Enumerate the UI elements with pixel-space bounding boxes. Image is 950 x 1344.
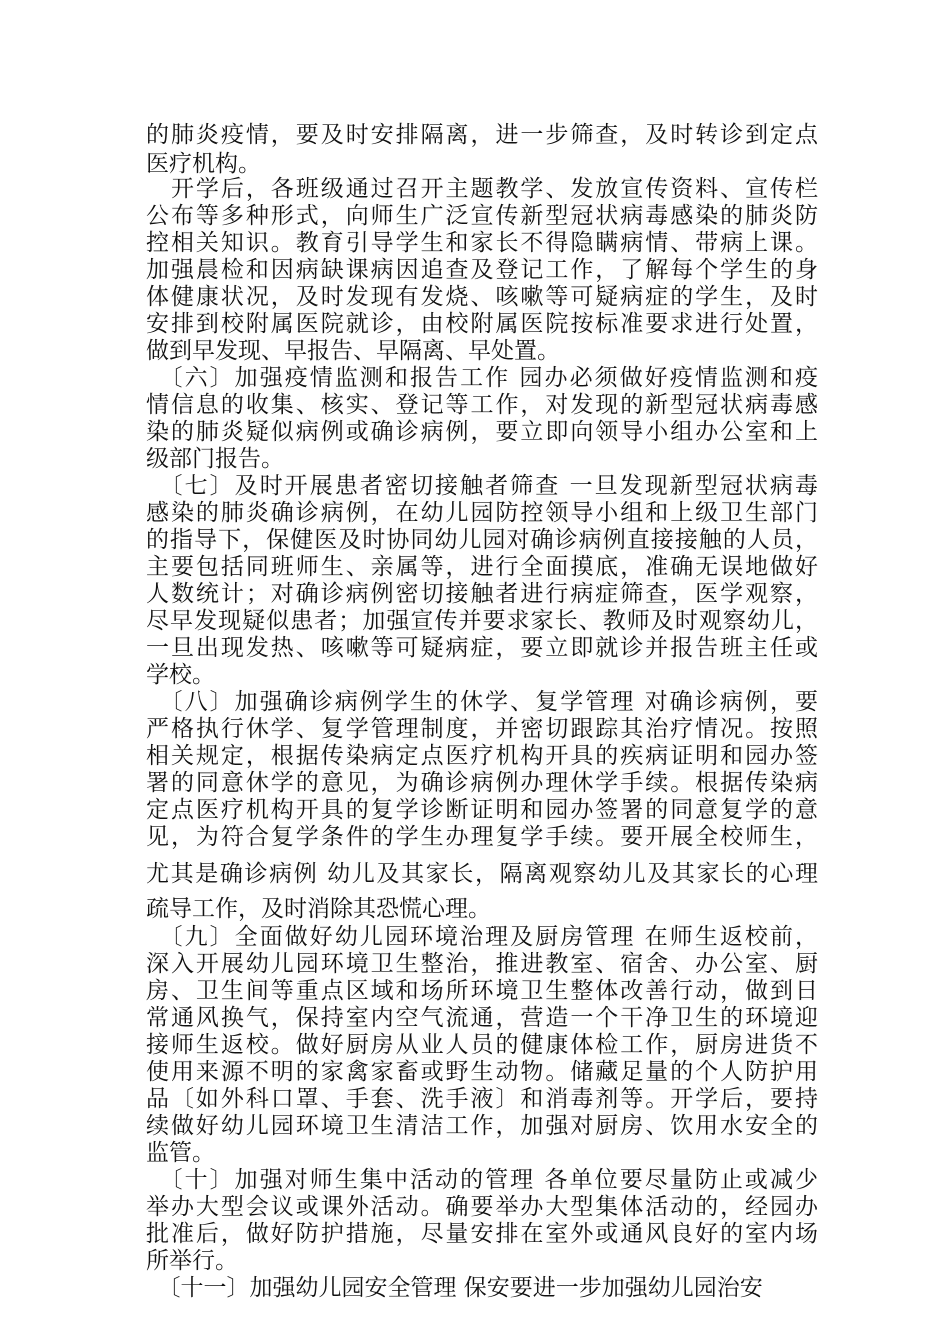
paragraph-line: 主要包括同班师生、亲属等，进行全面摸底，准确无误地做好 <box>146 554 818 580</box>
paragraph-line: 控相关知识。教育引导学生和家长不得隐瞒病情、带病上课。 <box>146 230 818 256</box>
paragraph-line: 〔十一〕加强幼儿园安全管理 保安要进一步加强幼儿园治安 <box>146 1275 763 1301</box>
paragraph-line: 开学后，各班级通过召开主题教学、发放宣传资料、宣传栏 <box>146 176 818 202</box>
paragraph-line: 做到早发现、早报告、早隔离、早处置。 <box>146 338 560 364</box>
paragraph-line: 举办大型会议或课外活动。确要举办大型集体活动的，经园办 <box>146 1194 818 1220</box>
paragraph-line: 〔九〕全面做好幼儿园环境治理及厨房管理 在师生返校前， <box>146 924 818 950</box>
paragraph-line: 一旦出现发热、咳嗽等可疑病症，要立即就诊并报告班主任或 <box>146 635 818 661</box>
paragraph-line: 相关规定，根据传染病定点医疗机构开具的疾病证明和园办签 <box>146 743 818 769</box>
paragraph-line: 安排到校附属医院就诊，由校附属医院按标准要求进行处置， <box>146 311 818 337</box>
paragraph-line: 学校。 <box>146 662 215 688</box>
paragraph-line: 批准后，做好防护措施，尽量安排在室外或通风良好的室内场 <box>146 1221 818 1247</box>
paragraph-line: 所举行。 <box>146 1248 238 1274</box>
paragraph-line: 体健康状况，及时发现有发烧、咳嗽等可疑病症的学生，及时 <box>146 284 818 310</box>
paragraph-line: 公布等多种形式，向师生广泛宣传新型冠状病毒感染的肺炎防 <box>146 203 818 229</box>
paragraph-line: 〔八〕加强确诊病例学生的休学、复学管理 对确诊病例，要 <box>146 689 818 715</box>
paragraph-line: 定点医疗机构开具的复学诊断证明和园办签署的同意复学的意 <box>146 797 818 823</box>
paragraph-line: 尤其是确诊病例 幼儿及其家长，隔离观察幼儿及其家长的心理 <box>146 861 818 887</box>
paragraph-line: 〔六〕加强疫情监测和报告工作 园办必须做好疫情监测和疫 <box>146 365 818 391</box>
paragraph-line: 严格执行休学、复学管理制度，并密切跟踪其治疗情况。按照 <box>146 716 818 742</box>
paragraph-line: 人数统计；对确诊病例密切接触者进行病症筛查，医学观察， <box>146 581 818 607</box>
paragraph-line: 常通风换气，保持室内空气流通，营造一个干净卫生的环境迎 <box>146 1005 818 1031</box>
paragraph-line: 疏导工作，及时消除其恐慌心理。 <box>146 896 491 922</box>
paragraph-line: 署的同意休学的意见，为确诊病例办理休学手续。根据传染病 <box>146 770 818 796</box>
paragraph-line: 深入开展幼儿园环境卫生整治，推进教室、宿舍、办公室、厨 <box>146 951 818 977</box>
paragraph-line: 医疗机构。 <box>146 151 261 177</box>
paragraph-line: 的肺炎疫情，要及时安排隔离，进一步筛查，及时转诊到定点 <box>146 122 818 148</box>
paragraph-line: 监管。 <box>146 1140 215 1166</box>
paragraph-line: 染的肺炎疑似病例或确诊病例，要立即向领导小组办公室和上 <box>146 419 818 445</box>
paragraph-line: 见，为符合复学条件的学生办理复学手续。要开展全校师生， <box>146 824 818 850</box>
paragraph-line: 尽早发现疑似患者；加强宣传并要求家长、教师及时观察幼儿， <box>146 608 818 634</box>
paragraph-line: 感染的肺炎确诊病例，在幼儿园防控领导小组和上级卫生部门 <box>146 500 818 526</box>
paragraph-line: 续做好幼儿园环境卫生清洁工作，加强对厨房、饮用水安全的 <box>146 1113 818 1139</box>
paragraph-line: 〔十〕加强对师生集中活动的管理 各单位要尽量防止或减少 <box>146 1167 818 1193</box>
paragraph-line: 接师生返校。做好厨房从业人员的健康体检工作，厨房进货不 <box>146 1032 818 1058</box>
paragraph-line: 使用来源不明的家禽家畜或野生动物。储藏足量的个人防护用 <box>146 1059 818 1085</box>
paragraph-line: 加强晨检和因病缺课病因追查及登记工作，了解每个学生的身 <box>146 257 818 283</box>
paragraph-line: 的指导下，保健医及时协同幼儿园对确诊病例直接接触的人员， <box>146 527 818 553</box>
paragraph-line: 级部门报告。 <box>146 446 284 472</box>
paragraph-line: 情信息的收集、核实、登记等工作，对发现的新型冠状病毒感 <box>146 392 818 418</box>
paragraph-line: 〔七〕及时开展患者密切接触者筛查 一旦发现新型冠状病毒 <box>146 473 818 499</box>
paragraph-line: 品〔如外科口罩、手套、洗手液〕和消毒剂等。开学后，要持 <box>146 1086 818 1112</box>
paragraph-line: 房、卫生间等重点区域和场所环境卫生整体改善行动，做到日 <box>146 978 818 1004</box>
